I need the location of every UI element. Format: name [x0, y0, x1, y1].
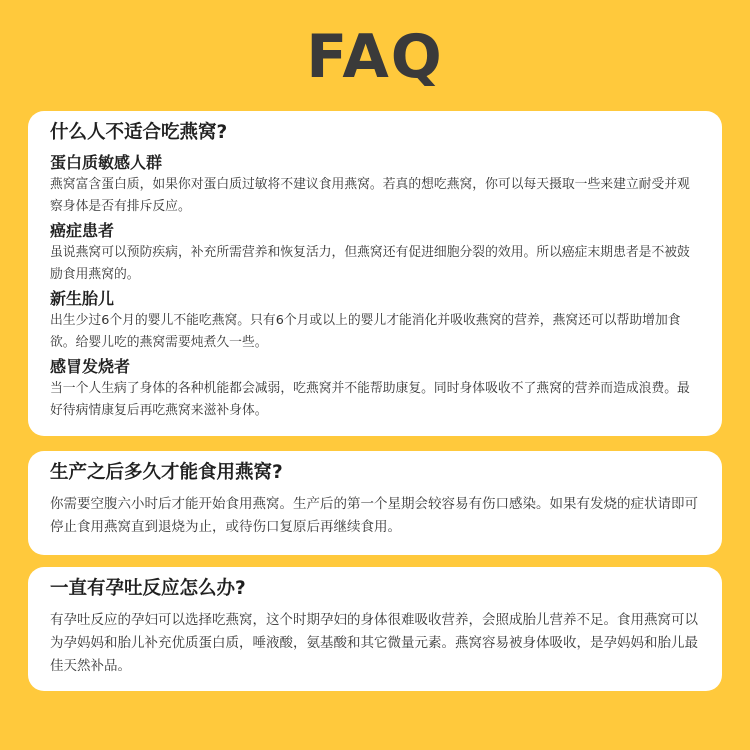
faq-answer: 你需要空腹六小时后才能开始食用燕窝。生产后的第一个星期会较容易有伤口感染。如果有发烧的症状请即可停止食用燕窝直到退烧为止，或待伤口复原后再继续食用。 [50, 496, 698, 535]
section-body: 当一个人生病了身体的各种机能都会减弱，吃燕窝并不能帮助康复。同时身体吸收不了燕窝的营养而造成浪费。最好待病情康复后再吃燕窝来滋补身体。 [50, 381, 690, 418]
faq-card-who-should-avoid [28, 111, 722, 436]
faq-card-after-birth [28, 451, 722, 555]
faq-answer: 有孕吐反应的孕妇可以选择吃燕窝，这个时期孕妇的身体很难吸收营养，会照成胎儿营养不足。食用燕窝可以为孕妈妈和胎儿补充优质蛋白质，唾液酸，氨基酸和其它微量元素。燕窝容易被身体吸收，是孕妈妈和胎儿最佳天然补品。 [50, 612, 698, 674]
section-body: 虽说燕窝可以预防疾病，补充所需营养和恢复活力，但燕窝还有促进细胞分裂的效用。所以癌症末期患者是不被鼓励食用燕窝的。 [50, 245, 690, 282]
faq-question: 什么人不适合吃燕窝? [50, 122, 228, 143]
section-heading: 感冒发烧者 [50, 357, 131, 376]
section-heading: 癌症患者 [50, 221, 115, 240]
section-heading: 蛋白质敏感人群 [50, 153, 163, 172]
faq-question: 一直有孕吐反应怎么办? [50, 578, 246, 599]
page-title: FAQ [306, 22, 444, 92]
section-body: 燕窝富含蛋白质，如果你对蛋白质过敏将不建议食用燕窝。若真的想吃燕窝，你可以每天摄取一些来建立耐受并观察身体是否有排斥反应。 [50, 177, 690, 214]
faq-question: 生产之后多久才能食用燕窝? [50, 462, 283, 483]
section-body: 出生少过6个月的婴儿不能吃燕窝。只有6个月或以上的婴儿才能消化并吸收燕窝的营养，燕窝还可以帮助增加食欲。给婴儿吃的燕窝需要炖煮久一些。 [50, 313, 681, 350]
section-heading: 新生胎儿 [50, 289, 115, 308]
faq-card-morning-sickness [28, 567, 722, 691]
